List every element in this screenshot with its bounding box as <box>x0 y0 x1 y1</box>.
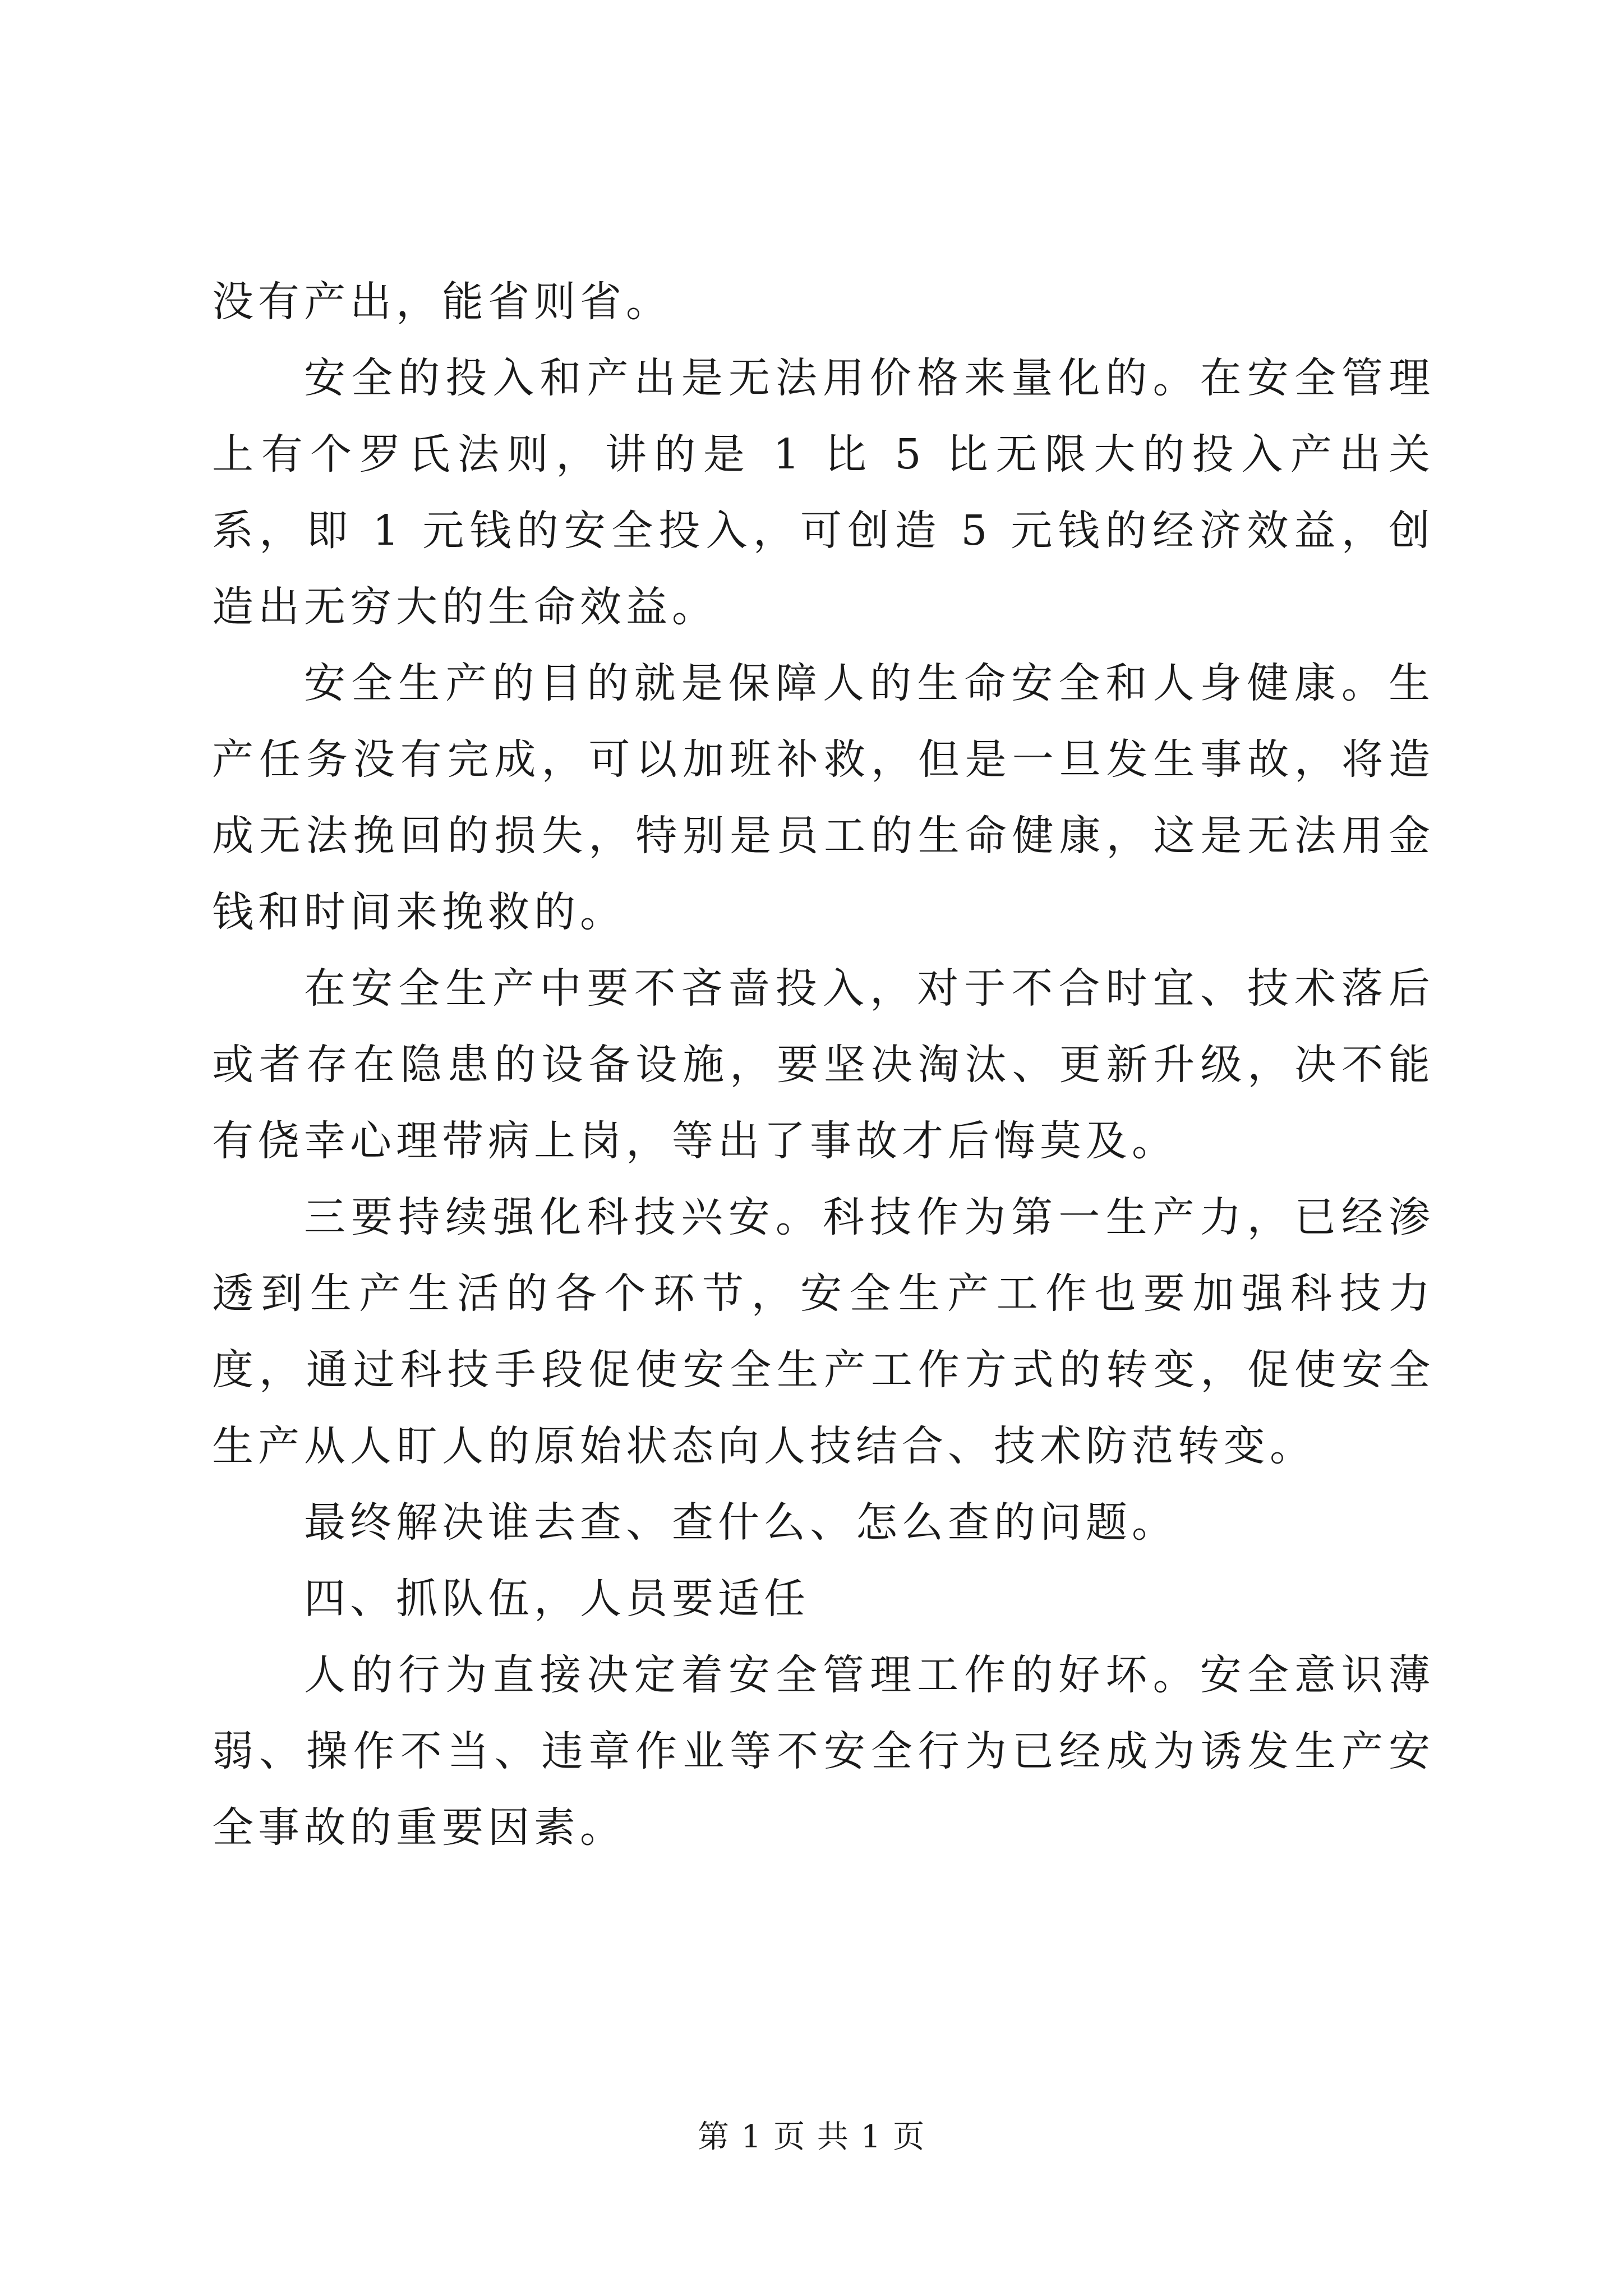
page-footer: 第 1 页 共 1 页 <box>697 2119 926 2155</box>
paragraph-7: 人的行为直接决定着安全管理工作的好坏。安全意识薄弱、操作不当、违章作业等不安全行为已经成为诱发生产安全事故的重要因素。 <box>212 1651 1435 1852</box>
paragraph-1: 没有产出，能省则省。 <box>212 278 672 326</box>
section-heading: 四、抓队伍，人员要适任 <box>304 1575 810 1623</box>
document-body <box>212 264 1435 1866</box>
paragraph-4: 在安全生产中要不吝啬投入，对于不合时宜、技术落后或者存在隐患的设备设施，要坚决淘汰、更新升级，决不能有侥幸心理带病上岗，等出了事故才后悔莫及。 <box>212 964 1435 1165</box>
paragraph-3: 安全生产的目的就是保障人的生命安全和人身健康。生产任务没有完成，可以加班补救，但是一旦发生事故，将造成无法挽回的损失，特别是员工的生命健康，这是无法用金钱和时间来挽救的。 <box>212 659 1435 936</box>
paragraph-2: 安全的投入和产出是无法用价格来量化的。在安全管理上有个罗氏法则，讲的是 1 比 5 比无限大的投入产出关系，即 1 元钱的安全投入，可创造 5 元钱的经济效益，创造出无穷大的生命效益。 <box>212 354 1435 631</box>
paragraph-6: 最终解决谁去查、查什么、怎么查的问题。 <box>304 1498 1178 1547</box>
paragraph-5: 三要持续强化科技兴安。科技作为第一生产力，已经渗透到生产生活的各个环节，安全生产工作也要加强科技力度，通过科技手段促使安全生产工作方式的转变，促使安全生产从人盯人的原始状态向人技结合、技术防范转变。 <box>212 1193 1435 1470</box>
